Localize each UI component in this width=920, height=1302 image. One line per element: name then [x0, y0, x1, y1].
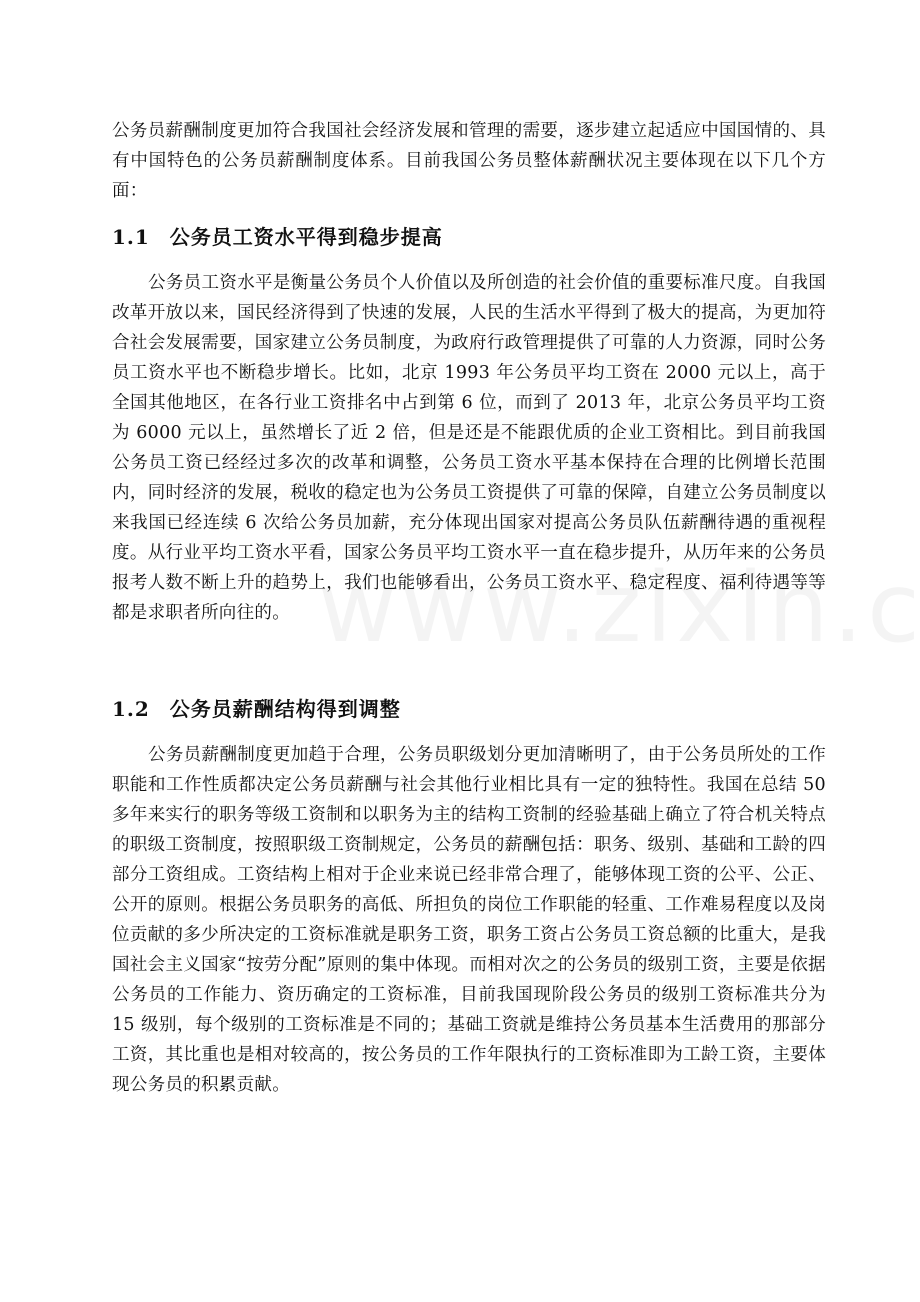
section-1-heading	[112, 222, 826, 252]
section-2-heading	[112, 694, 826, 724]
section-1-body: 公务员工资水平是衡量公务员个人价值以及所创造的社会价值的重要标准尺度。自我国改革开放以来，国民经济得到了快速的发展，人民的生活水平得到了极大的提高，为更加符合社会发展需要，国家建立公务员制度，为政府行政管理提供了可靠的人力资源，同时公务员工资水平也不断稳步增长。比如，北京 1993 年公务员平均工资在 2000 元以上，高于全国其他地区，在各行业工资排名中占到第 6 位，而到了 2013 年，北京公务员平均工资为 6000 元以上，虽然增长了近 2 倍，但是还是不能跟优质的企业工资相比。到目前我国公务员工资已经经过多次的改革和调整，公务员工资水平基本保持在合理的比例增长范围内，同时经济的发展，税收的稳定也为公务员工资提供了可靠的保障，自建立公务员制度以来我国已经连续 6 次给公务员加薪，充分体现出国家对提高公务员队伍薪酬待遇的重视程度。从行业平均工资水平看，国家公务员平均工资水平一直在稳步提升，从历年来的公务员报考人数不断上升的趋势上，我们也能够看出，公务员工资水平、稳定程度、福利待遇等等都是求职者所向往的。	[112, 273, 826, 623]
section-2-title: 公务员薪酬结构得到调整	[169, 697, 401, 721]
section-2-body: 公务员薪酬制度更加趋于合理，公务员职级划分更加清晰明了，由于公务员所处的工作职能和工作性质都决定公务员薪酬与社会其他行业相比具有一定的独特性。我国在总结 50 多年来实行的职务等级工资制和以职务为主的结构工资制的经验基础上确立了符合机关特点的职级工资制度，按照职级工资制规定，公务员的薪酬包括：职务、级别、基础和工龄的四部分工资组成。工资结构上相对于企业来说已经非常合理了，能够体现工资的公平、公正、公开的原则。根据公务员职务的高低、所担负的岗位工作职能的轻重、工作难易程度以及岗位贡献的多少所决定的工资标准就是职务工资，职务工资占公务员工资总额的比重大，是我国社会主义国家“按劳分配”原则的集中体现。而相对次之的公务员的级别工资，主要是依据公务员的工作能力、资历确定的工资标准，目前我国现阶段公务员的级别工资标准共分为 15 级别，每个级别的工资标准是不同的；基础工资就是维持公务员基本生活费用的那部分工资，其比重也是相对较高的，按公务员的工作年限执行的工资标准即为工龄工资，主要体现公务员的积累贡献。	[112, 745, 826, 1095]
section-2-number: 1.2	[112, 697, 150, 721]
document-page	[112, 116, 826, 1100]
section-1-number: 1.1	[112, 225, 150, 249]
intro-paragraph: 公务员薪酬制度更加符合我国社会经济发展和管理的需要，逐步建立起适应中国国情的、具有中国特色的公务员薪酬制度体系。目前我国公务员整体薪酬状况主要体现在以下几个方面：	[112, 121, 826, 201]
section-1-title: 公务员工资水平得到稳步提高	[169, 225, 443, 249]
